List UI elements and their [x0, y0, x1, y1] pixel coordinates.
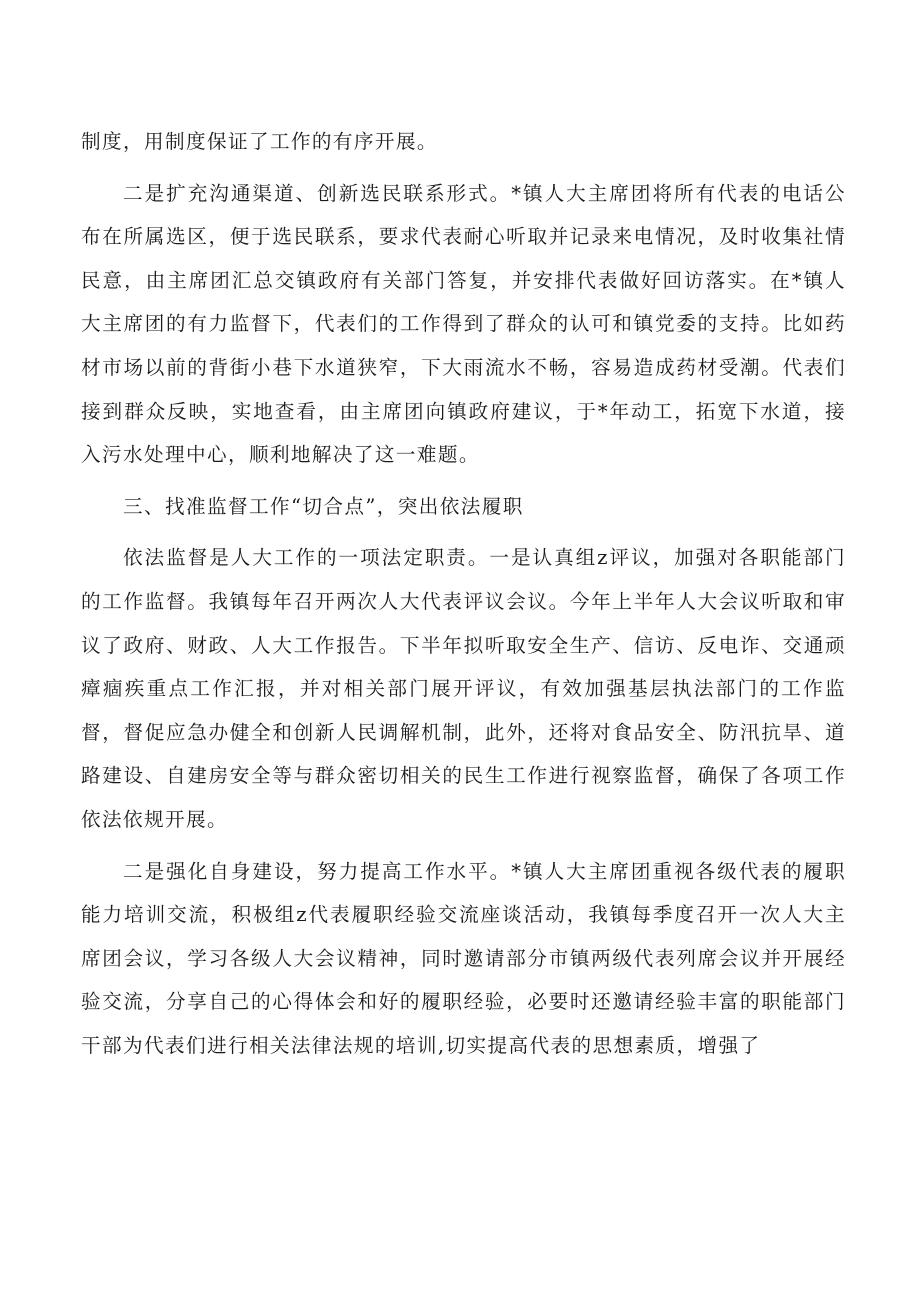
- paragraph-self-building: 二是强化自身建设，努力提高工作水平。*镇人大主席团重视各级代表的履职能力培训交流，积极组z代表履职经验交流座谈活动，我镇每季度召开一次人大主席团会议，学习各级人大会议精神，同时邀请部分市镇两级代表列席会议并开展经验交流，分享自己的心得体会和好的履职经验，必要时还邀请经验丰富的职能部门干部为代表们进行相关法律法规的培训,切实提高代表的思想素质，增强了: [81, 859, 846, 1057]
- document-body: [81, 120, 846, 1075]
- paragraph-communication-channels: 二是扩充沟通渠道、创新选民联系形式。*镇人大主席团将所有代表的电话公布在所属选区，便于选民联系，要求代表耐心听取并记录来电情况，及时收集社情民意，由主席团汇总交镇政府有关部门答复，并安排代表做好回访落实。在*镇人大主席团的有力监督下，代表们的工作得到了群众的认可和镇党委的支持。比如药材市场以前的背街小巷下水道狭窄，下大雨流水不畅，容易造成药材受潮。代表们接到群众反映，实地查看，由主席团向镇政府建议，于*年动工，拓宽下水道，接入污水处理中心，顺利地解决了这一难题。: [81, 181, 846, 467]
- paragraph-legal-supervision: 依法监督是人大工作的一项法定职责。一是认真组z评议，加强对各职能部门的工作监督。我镇每年召开两次人大代表评议会议。今年上半年人大会议听取和审议了政府、财政、人大工作报告。下半年拟听取安全生产、信访、反电诈、交通顽瘴痼疾重点工作汇报，并对相关部门展开评议，有效加强基层执法部门的工作监督，督促应急办健全和创新人民调解机制，此外，还将对食品安全、防汛抗旱、道路建设、自建房安全等与群众密切相关的民生工作进行视察监督，确保了各项工作依法依规开展。: [81, 546, 846, 831]
- section-heading-supervision: 三、找准监督工作“切合点”，突出依法履职: [123, 494, 524, 518]
- paragraph-continuation: 制度，用制度保证了工作的有序开展。: [81, 130, 438, 153]
